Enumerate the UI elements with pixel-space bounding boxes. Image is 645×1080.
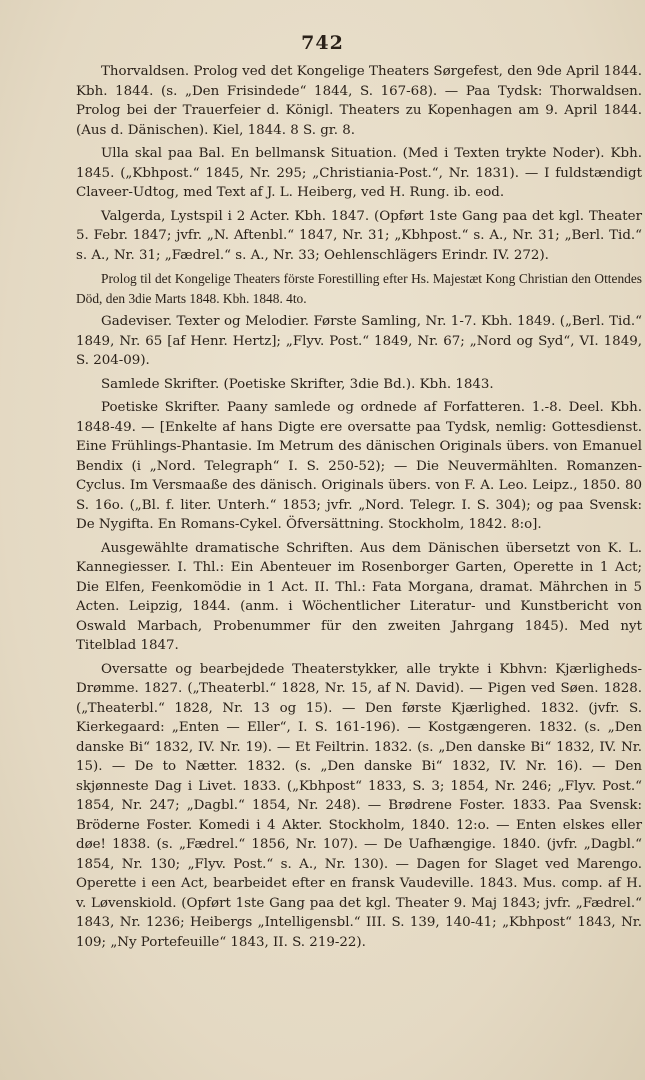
bibliography-entries xyxy=(76,62,642,956)
entry-ausgewaehlte-schriften: Ausgewählte dramatische Schriften. Aus dem Dänischen übersetzt von K. L. Kannegiesser. I. Thl.: Ein Abenteuer im Rosenborger Garten, Operette in 1 Act; Die Elfen, Feenkomödie in 1 Act. II. Thl.: Fata Morgana, dramat. Mährchen in 5 Acten. Leipzig, 1844. (anm. i Wöchentlicher Literatur- und Kunstbericht von Oswald Marbach, Probenummer für den zweiten Jahrgang 1845). Med nyt Titelblad 1847. xyxy=(76,540,642,653)
entry-ulla-skal-paa-bal: Ulla skal paa Bal. En bellmansk Situation. (Med i Texten trykte Noder). Kbh. 1845. („Kbhpost.“ 1845, Nr. 295; „Christiania-Post.“, Nr. 1831). — I fuldstændigt Claveer-Udtog, med Text af J. L. Heiberg, ved H. Rung. ib. eod. xyxy=(76,146,642,200)
entry-poetiske-skrifter: Poetiske Skrifter. Paany samlede og ordnede af Forfatteren. 1.-8. Deel. Kbh. 1848-49. — [Enkelte af hans Digte ere oversatte paa Tydsk, nemlig: Gottesdienst. Eine Frühlings-Phantasie. Im Metrum des dänischen Originals übers. von Emanuel Bendix (i „Nord. Telegraph“ I. S. 250-52); — Die Neuvermählten. Romanzen-Cyclus. Im Versmaaße des dänisch. Originals übers. von F. A. Leo. Leipz., 1850. 80 S. 16o. („Bl. f. liter. Unterh.“ 1853; jvfr. „Nord. Telegr. I. S. 304); og paa Svensk: De Nygifta. En Romans-Cykel. Öfversättning. Stockholm, 1842. 8:o]. xyxy=(76,400,642,532)
entry-oversatte-theaterstykker: Oversatte og bearbejdede Theaterstykker, alle trykte i Kbhvn: Kjærligheds-Drømme. 1827. („Theaterbl.“ 1828, Nr. 15, af N. David). — Pigen ved Søen. 1828. („Theaterbl.“ 1828, Nr. 13 og 15). — Den første Kjærlighed. 1832. (jvfr. S. Kierkegaard: „Enten — Eller“, I. S. 161-196). — Kostgængeren. 1832. (s. „Den danske Bi“ 1832, IV. Nr. 19). — Et Feiltrin. 1832. (s. „Den danske Bi“ 1832, IV. Nr. 15). — De to Nætter. 1832. (s. „Den danske Bi“ 1832, IV. Nr. 16). — Den skjønneste Dag i Livet. 1833. („Kbhpost“ 1833, S. 3; 1854, Nr. 246; „Flyv. Post.“ 1854, Nr. 247; „Dagbl.“ 1854, Nr. 248). — Brødrene Foster. 1833. Paa Svensk: Bröderne Foster. Komedi i 4 Akter. Stockholm, 1840. 12:o. — Enten elskes eller døe! 1838. (s. „Fædrel.“ 1856, Nr. 107). — De Uafhængige. 1840. (jvfr. „Dagbl.“ 1854, Nr. 130; „Flyv. Post.“ s. A., Nr. 130). — Dagen for Slaget ved Marengo. Operette i een Act, bearbeidet efter en fransk Vaudeville. 1843. Mus. comp. af H. v. Løvenskiold. (Opført 1ste Gang paa det kgl. Theater 9. Maj 1843; jvfr. „Fædrel.“ 1843, Nr. 1236; Heibergs „Intelligensbl.“ III. S. 139, 140-41; „Kbhpost“ 1843, Nr. 109; „Ny Portefeuille“ 1843, II. S. 219-22). xyxy=(76,661,642,950)
entry-valgerda: Valgerda, Lystspil i 2 Acter. Kbh. 1847. (Opført 1ste Gang paa det kgl. Theater 5. Febr. 1847; jvfr. „N. Aftenbl.“ 1847, Nr. 31; „Kbhpost.“ s. A., Nr. 31; „Berl. Tid.“ s. A., Nr. 31; „Fædrel.“ s. A., Nr. 33; Oehlenschlägers Erindr. IV. 272). xyxy=(76,208,642,263)
entry-samlede-skrifter: Samlede Skrifter. (Poetiske Skrifter, 3die Bd.). Kbh. 1843. xyxy=(101,376,494,392)
page-number: 742 xyxy=(301,32,344,54)
entry-thorvaldsen: Thorvaldsen. Prolog ved det Kongelige Theaters Sørgefest, den 9de April 1844. Kbh. 1844. (s. „Den Frisindede“ 1844, S. 167-68). — Paa Tydsk: Thorwaldsen. Prolog bei der Trauerfeier d. Königl. Theaters zu Kopenhagen am 9. April 1844. (Aus d. Dänischen). Kiel, 1844. 8 S. gr. 8. xyxy=(76,64,642,138)
entry-prolog-1848: Prolog til det Kongelige Theaters förste Forestilling efter Hs. Majestæt Kong Christian den Ottendes Död, den 3die Marts 1848. Kbh. 1848. 4to. xyxy=(76,271,642,306)
entry-gadeviser: Gadeviser. Texter og Melodier. Første Samling, Nr. 1-7. Kbh. 1849. („Berl. Tid.“ 1849, Nr. 65 [af Henr. Hertz]; „Flyv. Post.“ 1849, Nr. 67; „Nord og Syd“, VI. 1849, S. 204-09). xyxy=(76,314,642,368)
